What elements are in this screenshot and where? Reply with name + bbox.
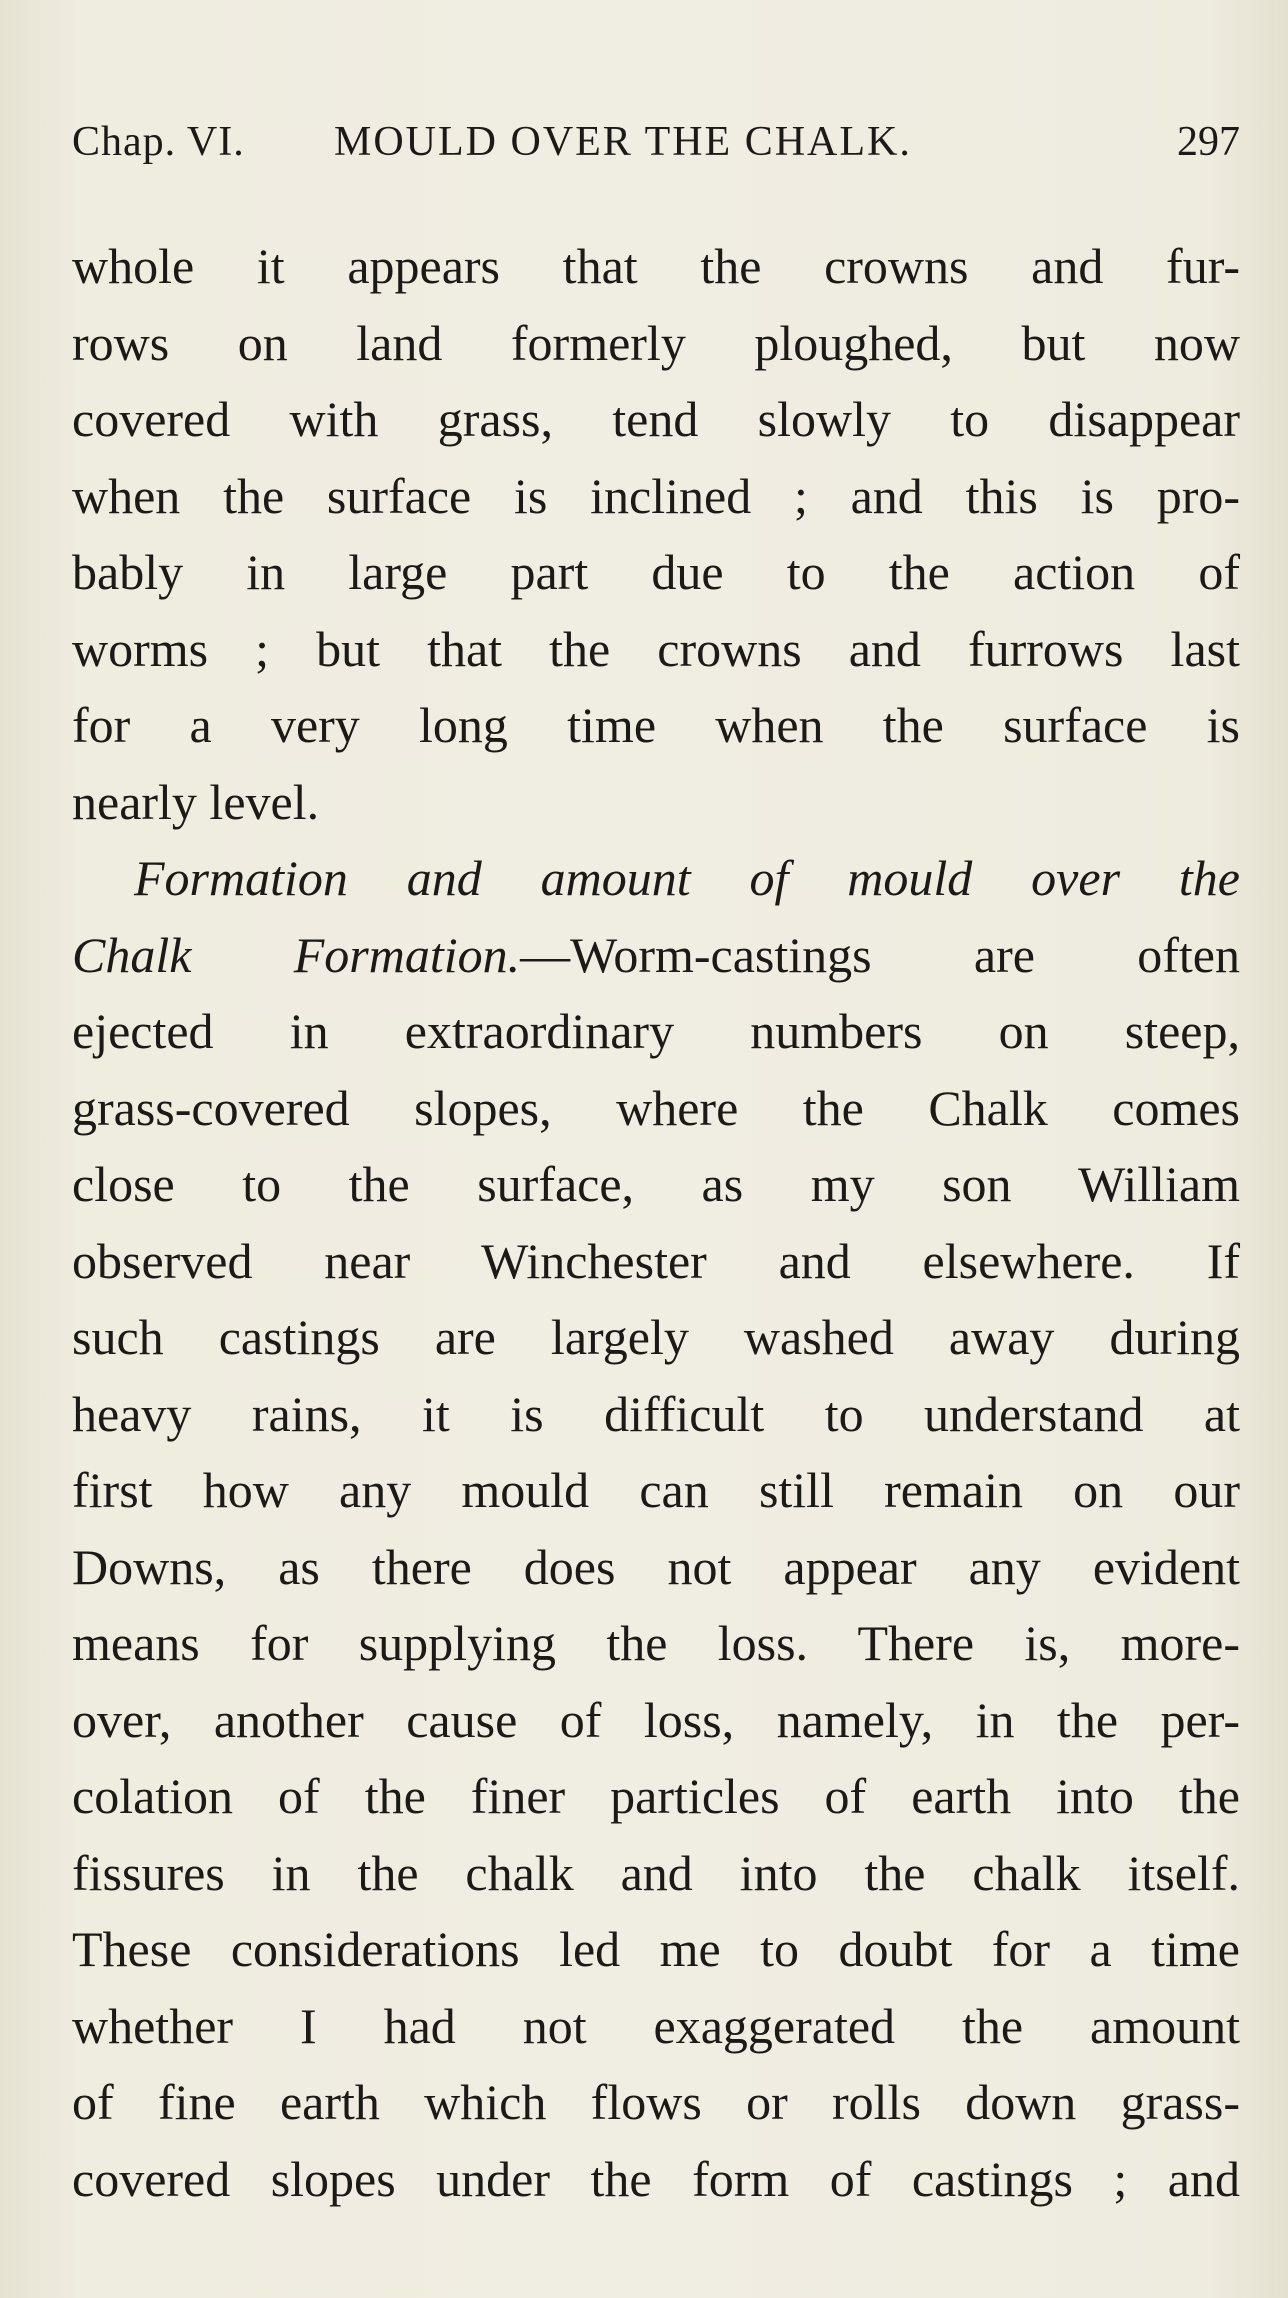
page-number: 297 <box>1177 119 1240 165</box>
text-line: covered with grass, tend slowly to disappear <box>72 391 1240 447</box>
section-heading-line: Formation and amount of mould over the <box>134 850 1240 906</box>
running-title: MOULD OVER THE CHALK. <box>334 119 912 165</box>
text-line: first how any mould can still remain on our <box>72 1462 1240 1518</box>
text-run: —Worm-castings are often <box>520 926 1240 983</box>
text-line: nearly level. <box>72 773 320 830</box>
text-line: whether I had not exaggerated the amount <box>72 1997 1240 2054</box>
text-line: Downs, as there does not appear any evident <box>72 1538 1240 1595</box>
section-heading-end: Chalk Formation. <box>72 926 521 983</box>
text-line: ejected in extraordinary numbers on steep, <box>72 1003 1240 1059</box>
text-line: close to the surface, as my son William <box>72 1156 1240 1212</box>
text-line: means for supplying the loss. There is, more- <box>72 1615 1240 1671</box>
body-text <box>72 228 1240 2217</box>
text-line: fissures in the chalk and into the chalk itself. <box>72 1844 1240 1901</box>
text-line: for a very long time when the surface is <box>72 697 1240 753</box>
text-line: covered slopes under the form of castings ; and <box>72 2150 1240 2207</box>
text-line: whole it appears that the crowns and fur- <box>72 238 1240 294</box>
text-line: heavy rains, it is difficult to understand at <box>72 1385 1240 1442</box>
running-header <box>72 112 1240 172</box>
text-line: observed near Winchester and elsewhere. If <box>72 1232 1240 1289</box>
text-line: colation of the finer particles of earth into the <box>72 1768 1240 1824</box>
text-line: when the surface is inclined ; and this is pro- <box>72 467 1240 524</box>
text-line: grass-covered slopes, where the Chalk comes <box>72 1079 1240 1136</box>
chapter-label: Chap. VI. <box>72 119 245 165</box>
text-line: such castings are largely washed away during <box>72 1309 1240 1365</box>
text-line: These considerations led me to doubt for a time <box>72 1921 1240 1977</box>
text-line <box>72 917 1240 994</box>
text-line: worms ; but that the crowns and furrows last <box>72 620 1240 677</box>
text-line: of fine earth which flows or rolls down grass- <box>72 2074 1240 2130</box>
text-line: bably in large part due to the action of <box>72 544 1240 600</box>
text-line: rows on land formerly ploughed, but now <box>72 314 1240 371</box>
text-line: over, another cause of loss, namely, in the per- <box>72 1691 1240 1748</box>
